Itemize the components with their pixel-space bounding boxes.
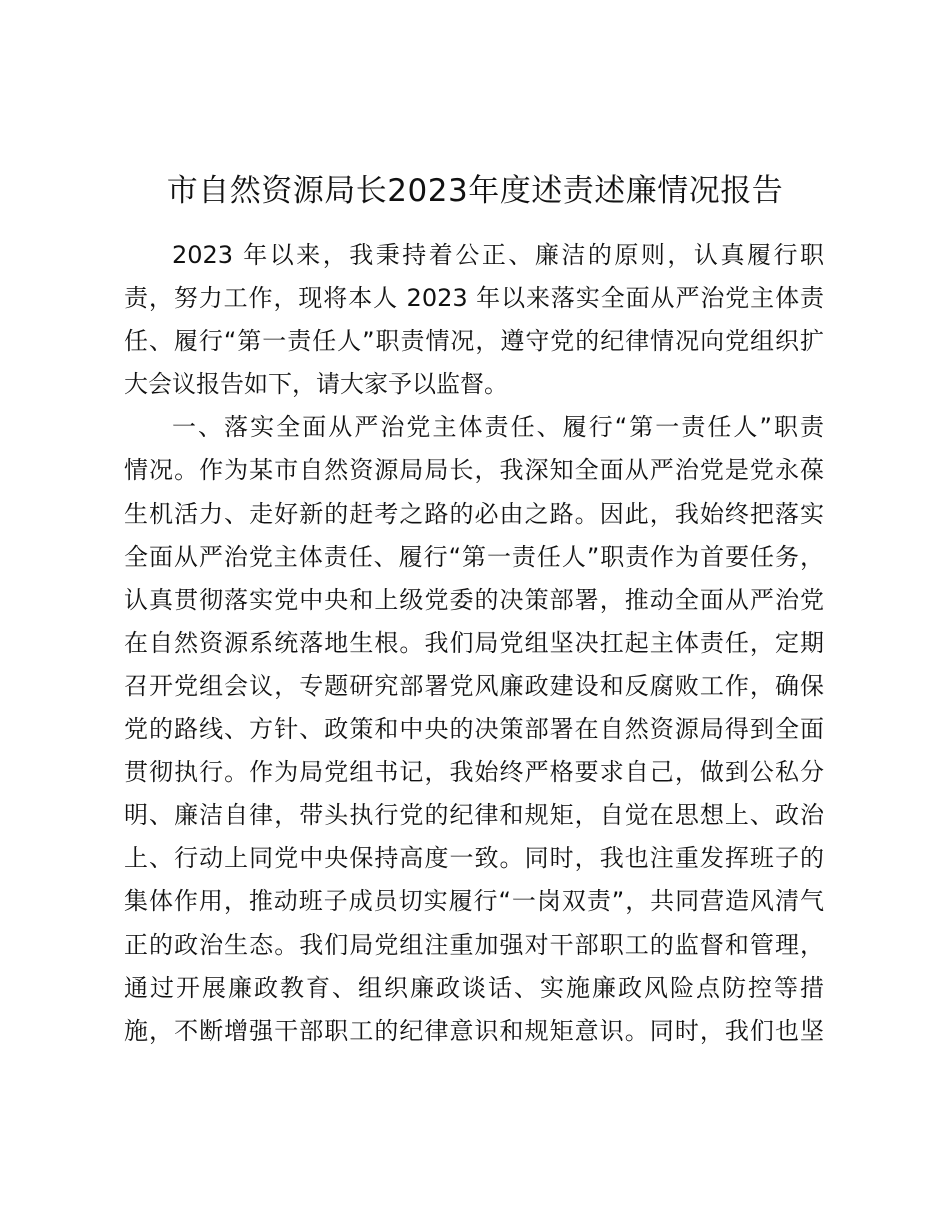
paragraph-line: 在自然资源系统落地生根。我们局党组坚决扛起主体责任，定期 bbox=[124, 628, 824, 657]
paragraph-line: 施，不断增强干部职工的纪律意识和规矩意识。同时，我们也坚 bbox=[124, 1016, 824, 1045]
paragraph-line: 党的路线、方针、政策和中央的决策部署在自然资源局得到全面 bbox=[124, 715, 824, 744]
paragraph-line: 认真贯彻落实党中央和上级党委的决策部署，推动全面从严治党 bbox=[124, 585, 824, 614]
paragraph-line: 贯彻执行。作为局党组书记，我始终严格要求自己，做到公私分 bbox=[124, 758, 824, 787]
paragraph-line: 一、落实全面从严治党主体责任、履行“第一责任人”职责 bbox=[172, 413, 824, 442]
paragraph-line: 集体作用，推动班子成员切实履行“一岗双责”，共同营造风清气 bbox=[124, 887, 824, 916]
paragraph-line: 任、履行“第一责任人”职责情况，遵守党的纪律情况向党组织扩 bbox=[124, 327, 824, 356]
paragraph-line: 全面从严治党主体责任、履行“第一责任人”职责作为首要任务， bbox=[124, 542, 824, 571]
paragraph-line: 大会议报告如下，请大家予以监督。 bbox=[124, 370, 508, 399]
paragraph-line: 召开党组会议，专题研究部署党风廉政建设和反腐败工作，确保 bbox=[124, 671, 824, 700]
paragraph-line: 生机活力、走好新的赶考之路的必由之路。因此，我始终把落实 bbox=[124, 499, 824, 528]
paragraph-line: 通过开展廉政教育、组织廉政谈话、实施廉政风险点防控等措 bbox=[124, 973, 824, 1002]
paragraph-line: 正的政治生态。我们局党组注重加强对干部职工的监督和管理， bbox=[124, 930, 824, 959]
paragraph-line: 明、廉洁自律，带头执行党的纪律和规矩，自觉在思想上、政治 bbox=[124, 801, 824, 830]
paragraph-line: 情况。作为某市自然资源局局长，我深知全面从严治党是党永葆 bbox=[124, 456, 824, 485]
paragraph-line: 2023 年以来，我秉持着公正、廉洁的原则，认真履行职 bbox=[172, 241, 824, 269]
paragraph-line: 上、行动上同党中央保持高度一致。同时，我也注重发挥班子的 bbox=[124, 844, 824, 873]
document-body bbox=[124, 234, 824, 1053]
document-title: 市自然资源局长2023年度述责述廉情况报告 bbox=[166, 173, 784, 209]
paragraph-line: 责，努力工作，现将本人 2023 年以来落实全面从严治党主体责 bbox=[124, 284, 824, 313]
